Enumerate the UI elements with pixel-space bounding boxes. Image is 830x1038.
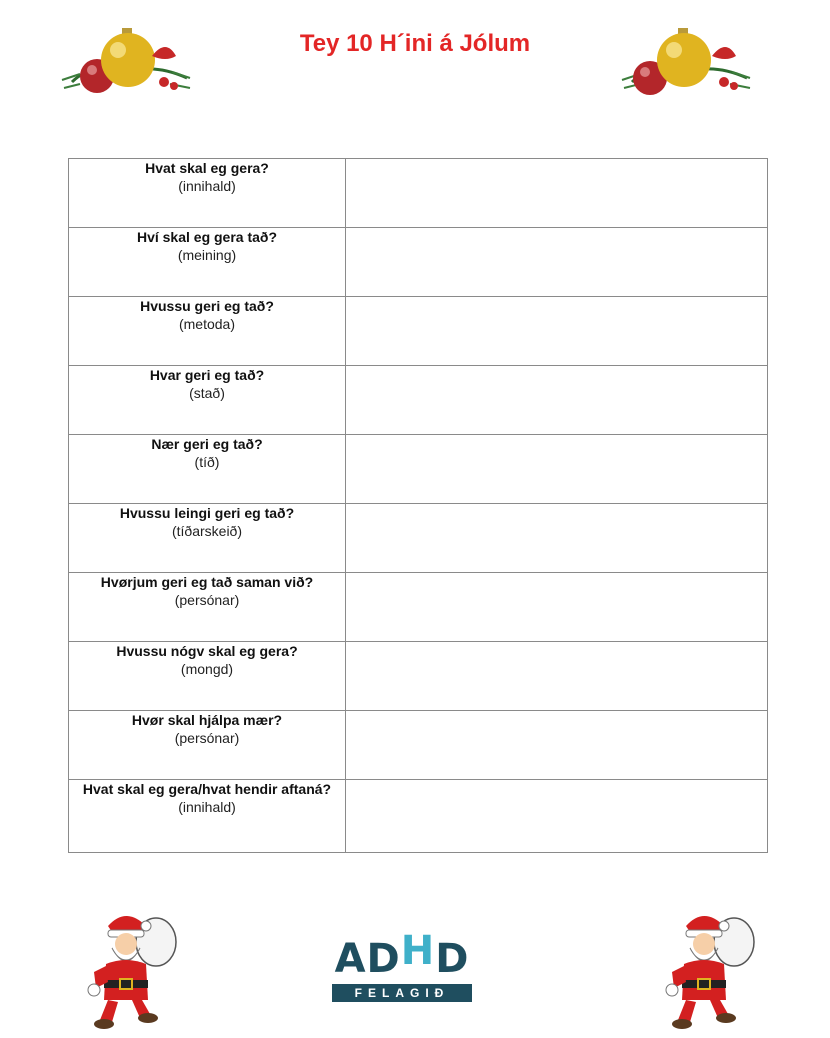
table-row (69, 228, 768, 297)
question-cell (69, 366, 346, 435)
answer-cell[interactable] (346, 780, 768, 853)
question-cell (69, 711, 346, 780)
table-row (69, 297, 768, 366)
logo-letter-h: H (400, 928, 436, 974)
question-hint: (persónar) (174, 592, 240, 608)
question-hint: (tíð) (194, 454, 220, 470)
page-title: Tey 10 H´ini á Jólum (299, 30, 531, 57)
answer-cell[interactable] (346, 297, 768, 366)
question-text: Hvør skal hjálpa mær? (131, 712, 283, 728)
question-cell (69, 780, 346, 853)
answer-cell[interactable] (346, 711, 768, 780)
table-row (69, 642, 768, 711)
question-text: Hvar geri eg tað? (149, 367, 265, 383)
table-row (69, 159, 768, 228)
table-row (69, 366, 768, 435)
question-hint: (innihald) (178, 178, 236, 194)
logo-letters (332, 928, 472, 982)
question-cell (69, 504, 346, 573)
question-text: Hvussu nógv skal eg gera? (116, 643, 298, 659)
logo-letters-ad: AD (334, 936, 401, 982)
answer-cell[interactable] (346, 159, 768, 228)
answer-cell[interactable] (346, 228, 768, 297)
question-hint: (mongd) (180, 661, 234, 677)
question-cell (69, 159, 346, 228)
question-text: Hvørjum geri eg tað saman við? (100, 574, 314, 590)
question-text: Hví skal eg gera tað? (136, 229, 278, 245)
adhd-logo (332, 928, 472, 1010)
table-row (69, 504, 768, 573)
question-text: Hvussu geri eg tað? (140, 298, 274, 314)
question-hint: (tíðarskeið) (171, 523, 243, 539)
question-cell (69, 435, 346, 504)
logo-band: FELAGIÐ (332, 984, 472, 1002)
santa-claus-icon (82, 908, 182, 1032)
santa-claus-icon (660, 908, 760, 1032)
question-cell (69, 642, 346, 711)
question-text: Hvussu leingi geri eg tað? (119, 505, 295, 521)
logo-letter-d: D (435, 936, 470, 982)
question-cell (69, 573, 346, 642)
question-hint: (metoda) (178, 316, 236, 332)
answer-cell[interactable] (346, 573, 768, 642)
planning-table (68, 158, 768, 853)
table-row (69, 435, 768, 504)
question-text: Nær geri eg tað? (151, 436, 263, 452)
answer-cell[interactable] (346, 435, 768, 504)
table-row (69, 711, 768, 780)
answer-cell[interactable] (346, 366, 768, 435)
question-cell (69, 297, 346, 366)
question-text: Hvat skal eg gera? (145, 160, 269, 176)
question-text: Hvat skal eg gera/hvat hendir aftaná? (82, 781, 332, 797)
question-hint: (stað) (189, 385, 225, 401)
question-hint: (persónar) (174, 730, 240, 746)
question-hint: (meining) (177, 247, 237, 263)
question-hint: (innihald) (178, 799, 236, 815)
question-cell (69, 228, 346, 297)
answer-cell[interactable] (346, 642, 768, 711)
answer-cell[interactable] (346, 504, 768, 573)
table-row (69, 573, 768, 642)
table-row (69, 780, 768, 853)
